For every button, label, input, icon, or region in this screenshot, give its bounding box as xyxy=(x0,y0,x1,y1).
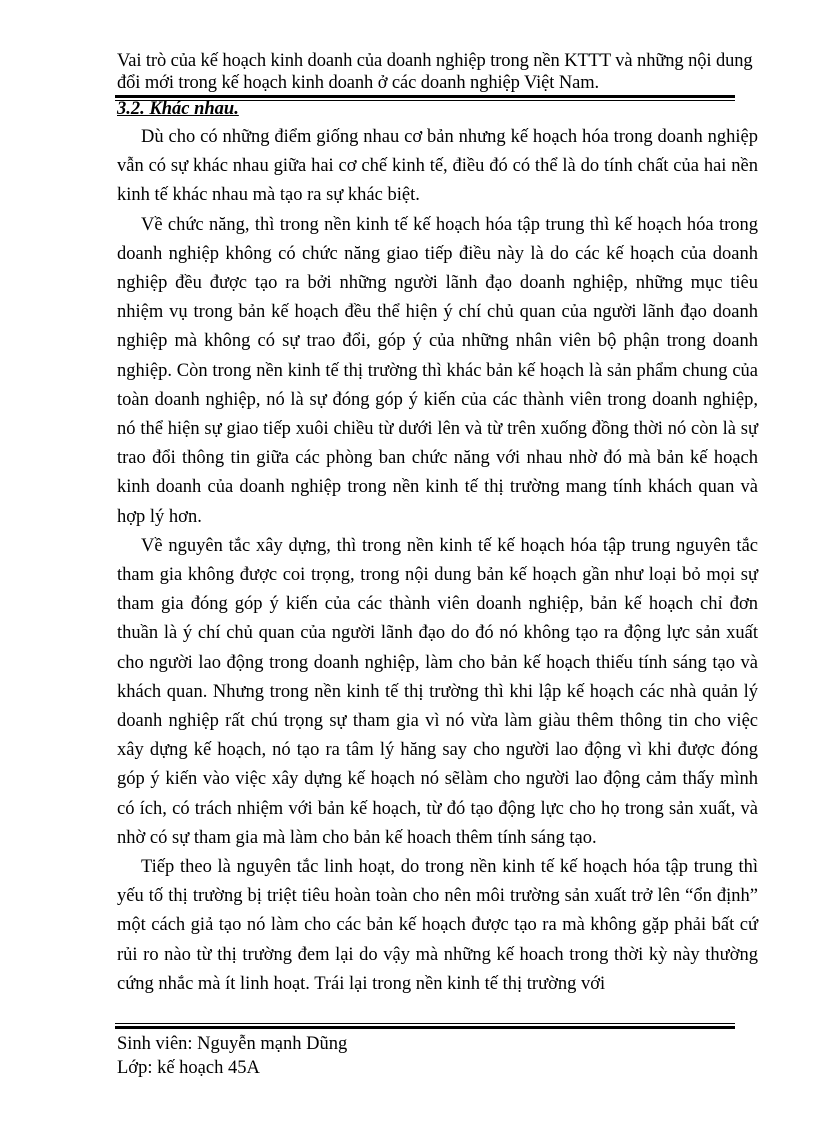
footer-student-name: Sinh viên: Nguyễn mạnh Dũng xyxy=(117,1034,348,1054)
paragraph: Về chức năng, thì trong nền kinh tế kế hoạch hóa tập trung thì kế hoạch hóa trong doanh nghiệp không có chức năng giao tiếp điều này là do các kế hoạch của doanh nghiệp đều được tạo ra bởi những người lãnh đạo doanh nghiệp, những mục tiêu nhiệm vụ trong bản kế hoạch đều thể hiện ý chí chủ quan của người lãnh đạo doanh nghiệp mà không có sự trao đổi, góp ý của những nhân viên bộ phận trong doanh nghiệp. Còn trong nền kinh tế thị trường thì khác bản kế hoạch là sản phẩm chung của toàn doanh nghiệp, nó là sự đóng góp ý kiến của các thành viên trong doanh nghiệp, nó thể hiện sự giao tiếp xuôi chiều từ dưới lên và từ trên xuống đồng thời nó còn là sự trao đổi thông tin giữa các phòng ban chức năng với nhau nhờ đó mà bản kế hoạch kinh doanh của doanh nghiệp trong nền kinh tế thị trường mang tính khách quan và hợp lý hơn. xyxy=(117,214,758,527)
page-header-title: Vai trò của kế hoạch kinh doanh của doanh nghiệp trong nền KTTT và những nội dung đổi mới trong kế hoạch kinh doanh ở các doanh nghiệp Việt Nam. xyxy=(117,51,753,93)
paragraph: Dù cho có những điểm giống nhau cơ bản nhưng kế hoạch hóa trong doanh nghiệp vẫn có sự khác nhau giữa hai cơ chế kinh tế, điều đó có thể là do tính chất của hai nền kinh tế khác nhau mà tạo ra sự khác biệt. xyxy=(117,127,758,206)
section-heading: 3.2. Khác nhau. xyxy=(117,99,239,119)
body-text xyxy=(117,123,758,999)
footer-class: Lớp: kế hoạch 45A xyxy=(117,1058,260,1078)
paragraph: Về nguyên tắc xây dựng, thì trong nền kinh tế kế hoạch hóa tập trung nguyên tắc tham gia không được coi trọng, trong nội dung bản kế hoạch gần như loại bỏ mọi sự tham gia đóng góp ý kiến của các thành viên doanh nghiệp, bản kế hoạch chỉ đơn thuần là ý chí chủ quan của người lãnh đạo do đó nó không tạo ra động lực sản xuất cho người lao động trong doanh nghiệp, làm cho bản kế hoạch thiếu tính sáng tạo và khách quan. Nhưng trong nền kinh tế thị trường thì khi lập kế hoạch các nhà quản lý doanh nghiệp rất chú trọng sự tham gia vì nó vừa làm giàu thêm thông tin cho việc xây dựng kế hoạch, nó tạo ra tâm lý hăng say cho người lao động vì khi được đóng góp ý kiến vào việc xây dựng kế hoạch nó sẽlàm cho người lao động cảm thấy mình có ích, có trách nhiệm với bản kế hoạch, từ đó tạo động lực cho họ trong sản xuất, và nhờ có sự tham gia mà làm cho bản kế hoach thêm tính sáng tạo. xyxy=(117,535,758,848)
footer-divider xyxy=(115,1023,735,1029)
page-footer xyxy=(117,1032,347,1080)
paragraph: Tiếp theo là nguyên tắc linh hoạt, do trong nền kinh tế kế hoạch hóa tập trung thì yếu tố thị trường bị triệt tiêu hoàn toàn cho nên môi trường sản xuất trở lên “ổn định” một cách giả tạo nó làm cho các bản kế hoạch được tạo ra mà không gặp phải bất cứ rủi ro nào từ thị trường đem lại do vậy mà những kế hoach trong thời kỳ này thường cứng nhắc mà ít linh hoạt. Trái lại trong nền kinh tế thị trường với xyxy=(117,857,758,994)
